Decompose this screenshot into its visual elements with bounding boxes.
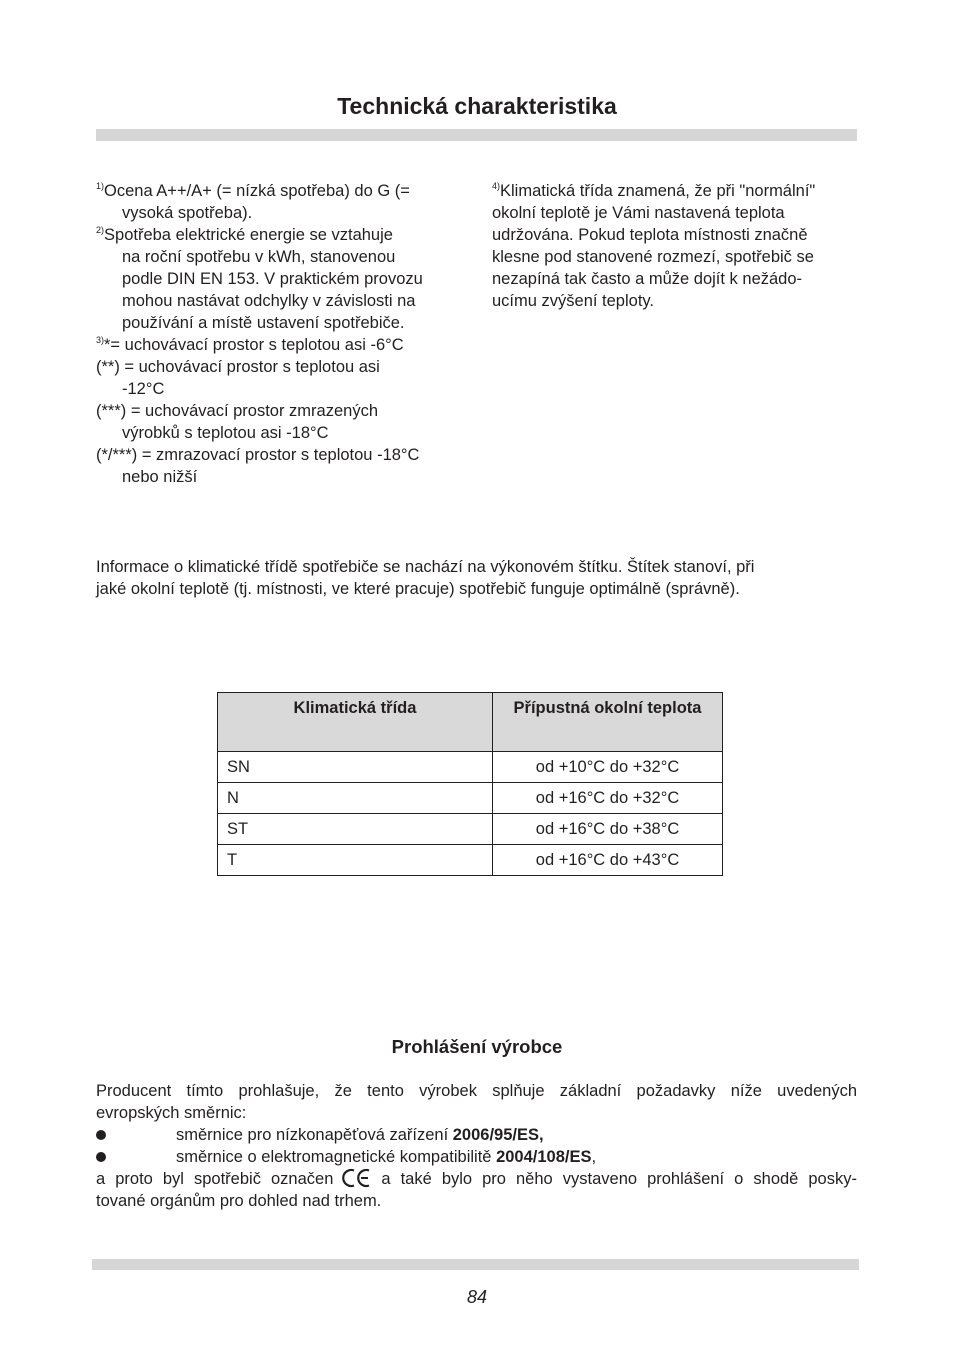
footnote-text: (**) = uchovávací prostor s teplotou asi <box>96 358 380 376</box>
footnote-text: vysoká spotřeba). <box>122 204 253 222</box>
footnote-text: nezapíná tak často a může dojít k nežádo- <box>492 270 803 288</box>
footnote-2 <box>96 224 466 334</box>
directive-item <box>96 1146 857 1168</box>
footnote-text: klesne pod stanovené rozmezí, spotřebič se <box>492 248 814 266</box>
footnote-text: na roční spotřebu v kWh, stanovenou <box>122 248 396 266</box>
footnote-text: Klimatická třída znamená, že při "normální" <box>500 182 816 200</box>
page-number: 84 <box>466 1287 488 1307</box>
footnote-text: udržována. Pokud teplota místnosti značně <box>492 226 808 244</box>
table-cell-temperature: od +16°C do +38°C <box>493 814 723 845</box>
footnote-marker: 4) <box>492 181 501 191</box>
footnote-marker: 3) <box>96 335 105 345</box>
table-row <box>218 783 723 814</box>
directive-number: 2006/95/ES, <box>452 1126 544 1144</box>
paragraph-line: Informace o klimatické třídě spotřebiče se nachází na výkonovém štítku. Štítek stanoví, při <box>96 558 755 576</box>
directive-text: směrnice o elektromagnetické kompatibilitě <box>176 1148 497 1166</box>
bullet-icon <box>96 1130 106 1140</box>
table-header-row <box>218 693 723 752</box>
footnote-text: používání a místě ustavení spotřebiče. <box>122 314 405 332</box>
table-cell-temperature: od +10°C do +32°C <box>493 752 723 783</box>
declaration-body <box>96 1080 857 1212</box>
declaration-title: Prohlášení výrobce <box>391 1036 563 1057</box>
footnote-text: okolní teplotě je Vámi nastavená teplota <box>492 204 785 222</box>
page-title: Technická charakteristika <box>337 93 617 119</box>
bullet-icon <box>96 1152 106 1162</box>
footnote-text: -12°C <box>122 380 165 398</box>
footnote-text: mohou nastávat odchylky v závislosti na <box>122 292 416 310</box>
footnote-text: *= uchovávací prostor s teplotou asi -6°C <box>104 336 404 354</box>
footnote-1 <box>96 180 466 224</box>
declaration-closing <box>96 1168 857 1190</box>
table-cell-temperature: od +16°C do +32°C <box>493 783 723 814</box>
footnote-text: (***) = uchovávací prostor zmrazených <box>96 402 378 420</box>
footnote-marker: 1) <box>96 181 105 191</box>
footnote-4 <box>492 180 862 312</box>
declaration-intro: Producent tímto prohlašuje, že tento výrobek splňuje základní požadavky níže uvedených <box>96 1082 857 1100</box>
closing-text: a proto byl spotřebič označen <box>96 1170 334 1188</box>
table-row <box>218 752 723 783</box>
footnote-text: výrobků s teplotou asi -18°C <box>122 424 329 442</box>
header-rule <box>96 129 857 141</box>
footnote-3 <box>96 334 466 356</box>
table-row <box>218 814 723 845</box>
climate-info-paragraph <box>96 557 816 600</box>
column-header-temperature: Přípustná okolní teplota <box>493 693 723 752</box>
closing-text: a také bylo pro něho vystaveno prohlášení o shodě posky- <box>381 1170 857 1188</box>
directive-item <box>96 1124 857 1146</box>
footnote-text: (*/***) = zmrazovací prostor s teplotou -18°C <box>96 446 420 464</box>
table-cell-class: T <box>218 845 493 876</box>
footnote-text: nebo nižší <box>122 468 198 486</box>
climate-class-table <box>217 692 723 876</box>
paragraph-line: jaké okolní teplotě (tj. místnosti, ve které pracuje) spotřebič funguje optimálně (správně). <box>96 579 740 598</box>
column-header-class: Klimatická třída <box>218 693 493 752</box>
directive-text: směrnice pro nízkonapěťová zařízení <box>176 1126 453 1144</box>
ce-mark-icon <box>341 1168 373 1188</box>
footnote-3c <box>96 400 466 444</box>
directive-punct: , <box>591 1148 597 1166</box>
footnote-text: ucímu zvýšení teploty. <box>492 292 655 310</box>
table-cell-class: N <box>218 783 493 814</box>
directive-number: 2004/108/ES <box>496 1148 592 1166</box>
table-cell-temperature: od +16°C do +43°C <box>493 845 723 876</box>
table-cell-class: SN <box>218 752 493 783</box>
footnote-text: podle DIN EN 153. V praktickém provozu <box>122 270 423 288</box>
footnote-marker: 2) <box>96 225 105 235</box>
footer-rule <box>92 1259 859 1270</box>
footnote-text: Spotřeba elektrické energie se vztahuje <box>104 226 393 244</box>
table-row <box>218 845 723 876</box>
footnotes-left <box>96 180 466 488</box>
closing-text: tované orgánům pro dohled nad trhem. <box>96 1192 382 1210</box>
footnote-3d <box>96 444 466 488</box>
declaration-intro-cont: evropských směrnic: <box>96 1104 247 1122</box>
footnote-3b <box>96 356 466 400</box>
table-cell-class: ST <box>218 814 493 845</box>
footnote-text: Ocena A++/A+ (= nízká spotřeba) do G (= <box>104 182 410 200</box>
